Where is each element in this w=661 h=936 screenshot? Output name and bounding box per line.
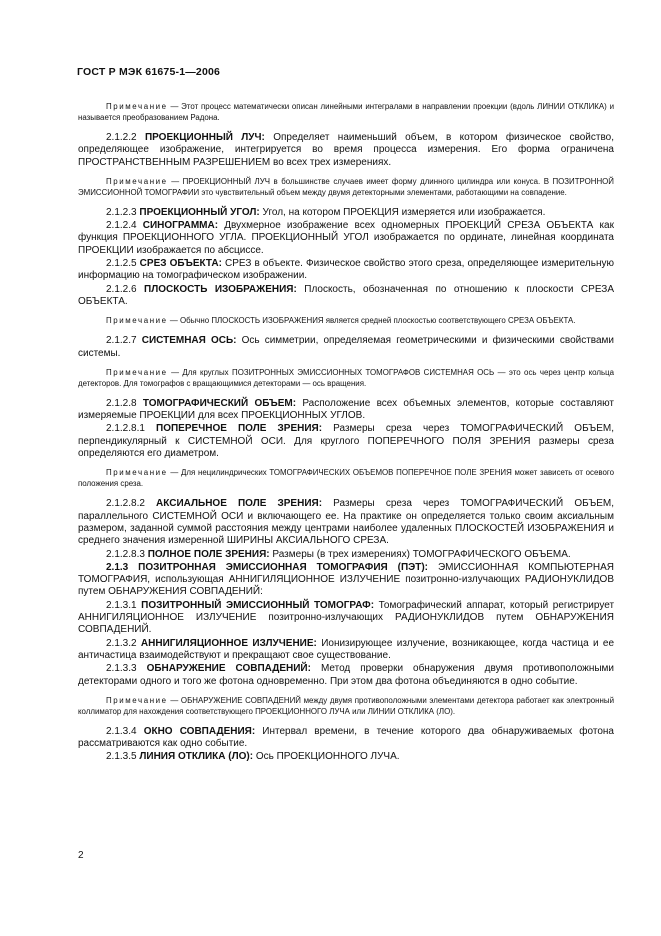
- note: [78, 101, 614, 123]
- note-text: — ПРОЕКЦИОННЫЙ ЛУЧ в большинстве случаев имеет форму длинного цилиндра или конуса. В ПОЗИТРОННОЙ ЭМИССИОННОЙ ТОМОГРАФИИ это чувствительный объем между двумя детекторными элементами, работающими на совпадение.: [78, 176, 614, 197]
- clause-number: 2.1.3.2: [106, 637, 137, 649]
- definition-paragraph: [78, 284, 614, 309]
- note-label: Примечание: [106, 176, 168, 186]
- definition-text: СРЕЗ в объекте. Физическое свойство этого среза, определяющее измерительную информацию на томографическом изображении.: [78, 258, 614, 282]
- clause-number: 2.1.3: [106, 561, 129, 573]
- clause-number: 2.1.2.2: [106, 132, 137, 143]
- definition-paragraph: [78, 398, 614, 423]
- note-text: — Для круглых ПОЗИТРОННЫХ ЭМИССИОННЫХ ТОМОГРАФОВ СИСТЕМНАЯ ОСЬ — это ось через центр кольца детекторов. Для томографов с вращающимися детекторами — ось вращения.: [78, 367, 614, 388]
- note-text: — Для нецилиндрических ТОМОГРАФИЧЕСКИХ ОБЪЕМОВ ПОПЕРЕЧНОЕ ПОЛЕ ЗРЕНИЯ может зависеть от осевого положения среза.: [78, 468, 614, 489]
- note: [78, 367, 614, 389]
- definition-paragraph: [78, 751, 614, 763]
- clause-number: 2.1.3.4: [106, 725, 137, 737]
- definition-paragraph: [78, 207, 614, 219]
- term: ПРОЕКЦИОННЫЙ ЛУЧ:: [144, 132, 265, 143]
- definition-text: Ось симметрии, определяемая геометрическими и физическими свойствами системы.: [78, 335, 615, 359]
- term: ОКНО СОВПАДЕНИЯ:: [143, 725, 256, 737]
- definition-paragraph: [78, 423, 614, 460]
- note: [78, 315, 614, 326]
- note: [78, 176, 614, 198]
- term: СИНОГРАММА:: [142, 220, 219, 232]
- clause-number: 2.1.2.8.3: [106, 548, 145, 560]
- term: ЛИНИЯ ОТКЛИКА (ЛО):: [139, 751, 254, 763]
- definition-text: ЭМИССИОННАЯ КОМПЬЮТЕРНАЯ ТОМОГРАФИЯ, использующая АННИГИЛЯЦИОННОЕ ИЗЛУЧЕНИЕ позитронно-излучающих РАДИОНУКЛИДОВ путем ОБНАРУЖЕНИЯ СОВПАДЕНИЙ:: [78, 561, 614, 598]
- clause-number: 2.1.2.8.2: [106, 498, 145, 510]
- clause-number: 2.1.3.1: [106, 599, 137, 611]
- term: ПОЗИТРОННЫЙ ЭМИССИОННЫЙ ТОМОГРАФ:: [141, 599, 375, 611]
- note-label: Примечание: [106, 695, 168, 705]
- clause-number: 2.1.2.8.1: [106, 423, 145, 435]
- term: АКСИАЛЬНОЕ ПОЛЕ ЗРЕНИЯ:: [156, 498, 323, 510]
- definition-paragraph: [78, 132, 614, 169]
- definition-text: Размеры среза через ТОМОГРАФИЧЕСКИЙ ОБЪЕМ, перпендикулярный к СИСТЕМНОЙ ОСИ. Для круглого ПОПЕРЕЧНОГО ПОЛЯ ЗРЕНИЯ размеры среза определяются его диаметром.: [78, 423, 614, 460]
- note-text: — Этот процесс математически описан линейными интегралами в направлении проекции (вдоль ЛИНИИ ОТКЛИКА) и называется преобразованием Радона.: [78, 102, 614, 122]
- term: СРЕЗ ОБЪЕКТА:: [139, 258, 222, 270]
- definition-paragraph: [78, 549, 614, 561]
- definition-text: Метод проверки обнаружения двумя противоположными детекторами одного и того же фотона одновременно. При этом два фотона объединяются в одно событие.: [78, 663, 615, 687]
- term: ОБНАРУЖЕНИЕ СОВПАДЕНИЙ:: [146, 663, 311, 675]
- term: ПОПЕРЕЧНОЕ ПОЛЕ ЗРЕНИЯ:: [156, 423, 323, 435]
- definition-text: Ионизирующее излучение, возникающее, когда частица и ее античастица взаимодействуют и прекращают свое существование.: [78, 637, 615, 661]
- note-text: — Обычно ПЛОСКОСТЬ ИЗОБРАЖЕНИЯ является средней плоскостью соответствующего СРЕЗА ОБЪЕКТА.: [169, 316, 576, 326]
- definition-paragraph: [78, 498, 614, 547]
- definition-text: Размеры (в трех измерениях) ТОМОГРАФИЧЕСКОГО ОБЪЕМА.: [272, 548, 571, 560]
- term: СИСТЕМНАЯ ОСЬ:: [141, 335, 237, 347]
- clause-number: 2.1.2.6: [106, 283, 137, 295]
- definition-paragraph: [78, 335, 614, 360]
- definition-paragraph: [78, 726, 614, 751]
- note-text: — ОБНАРУЖЕНИЕ СОВПАДЕНИЙ между двумя противоположными элементами детектора работает как электронный коллиматор для нахождения соответствующего ПРОЕКЦИОННОГО ЛУЧА или ЛИНИИ ОТКЛИКА (ЛО).: [78, 695, 614, 716]
- definition-paragraph: [78, 663, 614, 688]
- definition-text: Размеры среза через ТОМОГРАФИЧЕСКИЙ ОБЪЕМ, параллельного СИСТЕМНОЙ ОСИ и включающего ее. На практике он определяется только своим аксиальным размером, заданной суммой расстояния между центрами наиболее удаленных ПЛОСКОСТЕЙ ИЗОБРАЖЕНИЯ и среднего значения измеренной ШИРИНЫ АКСИАЛЬНОГО СРЕЗА.: [78, 498, 615, 547]
- term: ТОМОГРАФИЧЕСКИЙ ОБЪЕМ:: [142, 397, 297, 409]
- clause-number: 2.1.2.8: [106, 397, 137, 409]
- definition-paragraph: [78, 600, 614, 637]
- page-number: 2: [78, 850, 84, 861]
- note-label: Примечание: [106, 468, 168, 478]
- term: ПОЗИТРОННАЯ ЭМИССИОННАЯ ТОМОГРАФИЯ (ПЭТ):: [138, 561, 429, 573]
- note-label: Примечание: [106, 102, 168, 111]
- term: ПРОЕКЦИОННЫЙ УГОЛ:: [139, 206, 260, 218]
- definition-text: Угол, на котором ПРОЕКЦИЯ измеряется или изображается.: [262, 206, 546, 218]
- document-body: [78, 94, 614, 765]
- definition-paragraph: [78, 258, 614, 283]
- definition-paragraph: [78, 220, 614, 257]
- note: [78, 695, 614, 717]
- definition-text: Плоскость, обозначенная по отношению к плоскости СРЕЗА ОБЪЕКТА.: [78, 283, 614, 307]
- definition-text: Томографический аппарат, который регистрирует АННИГИЛЯЦИОННОЕ ИЗЛУЧЕНИЕ позитронно-излучающих РАДИОНУКЛИДОВ путем ОБНАРУЖЕНИЯ СОВПАДЕНИЙ.: [78, 599, 615, 636]
- note-label: Примечание: [106, 367, 168, 377]
- term: АННИГИЛЯЦИОННОЕ ИЗЛУЧЕНИЕ:: [140, 637, 317, 649]
- document-header: ГОСТ Р МЭК 61675-1—2006: [77, 66, 221, 78]
- clause-number: 2.1.2.4: [106, 220, 137, 232]
- term: ПОЛНОЕ ПОЛЕ ЗРЕНИЯ:: [147, 548, 270, 560]
- definition-text: Расположение всех объемных элементов, которые составляют измеряемые ПРОЕКЦИИ для всех ПРОЕКЦИОННЫХ УГЛОВ.: [78, 397, 615, 422]
- clause-number: 2.1.2.7: [106, 335, 137, 347]
- clause-number: 2.1.3.5: [106, 751, 137, 763]
- definition-text: Двухмерное изображение всех одномерных ПРОЕКЦИЙ СРЕЗА ОБЪЕКТА как функция ПРОЕКЦИОННОГО УГЛА. ПРОЕКЦИОННЫЙ УГОЛ изображается по ординате, линейная координата ПРОЕКЦИИ изображается по абсциссе.: [78, 220, 614, 256]
- definition-paragraph: [78, 638, 614, 663]
- clause-number: 2.1.2.5: [106, 258, 137, 270]
- definition-text: Определяет наименьший объем, в котором физическое свойство, определяющее изображение, интегрируется во время процесса измерения. Его форма ограничена ПРОСТРАНСТВЕННЫМ РАЗРЕШЕНИЕМ во всех трех измерениях.: [78, 132, 615, 168]
- note: [78, 467, 614, 489]
- definition-text: Интервал времени, в течение которого два обнаруживаемых фотона рассматриваются как одно событие.: [78, 725, 614, 750]
- clause-number: 2.1.2.3: [106, 206, 137, 218]
- definition-text: Ось ПРОЕКЦИОННОГО ЛУЧА.: [255, 751, 400, 763]
- note-label: Примечание: [106, 316, 168, 326]
- clause-number: 2.1.3.3: [106, 663, 137, 675]
- definition-paragraph: [78, 562, 614, 599]
- term: ПЛОСКОСТЬ ИЗОБРАЖЕНИЯ:: [144, 283, 297, 295]
